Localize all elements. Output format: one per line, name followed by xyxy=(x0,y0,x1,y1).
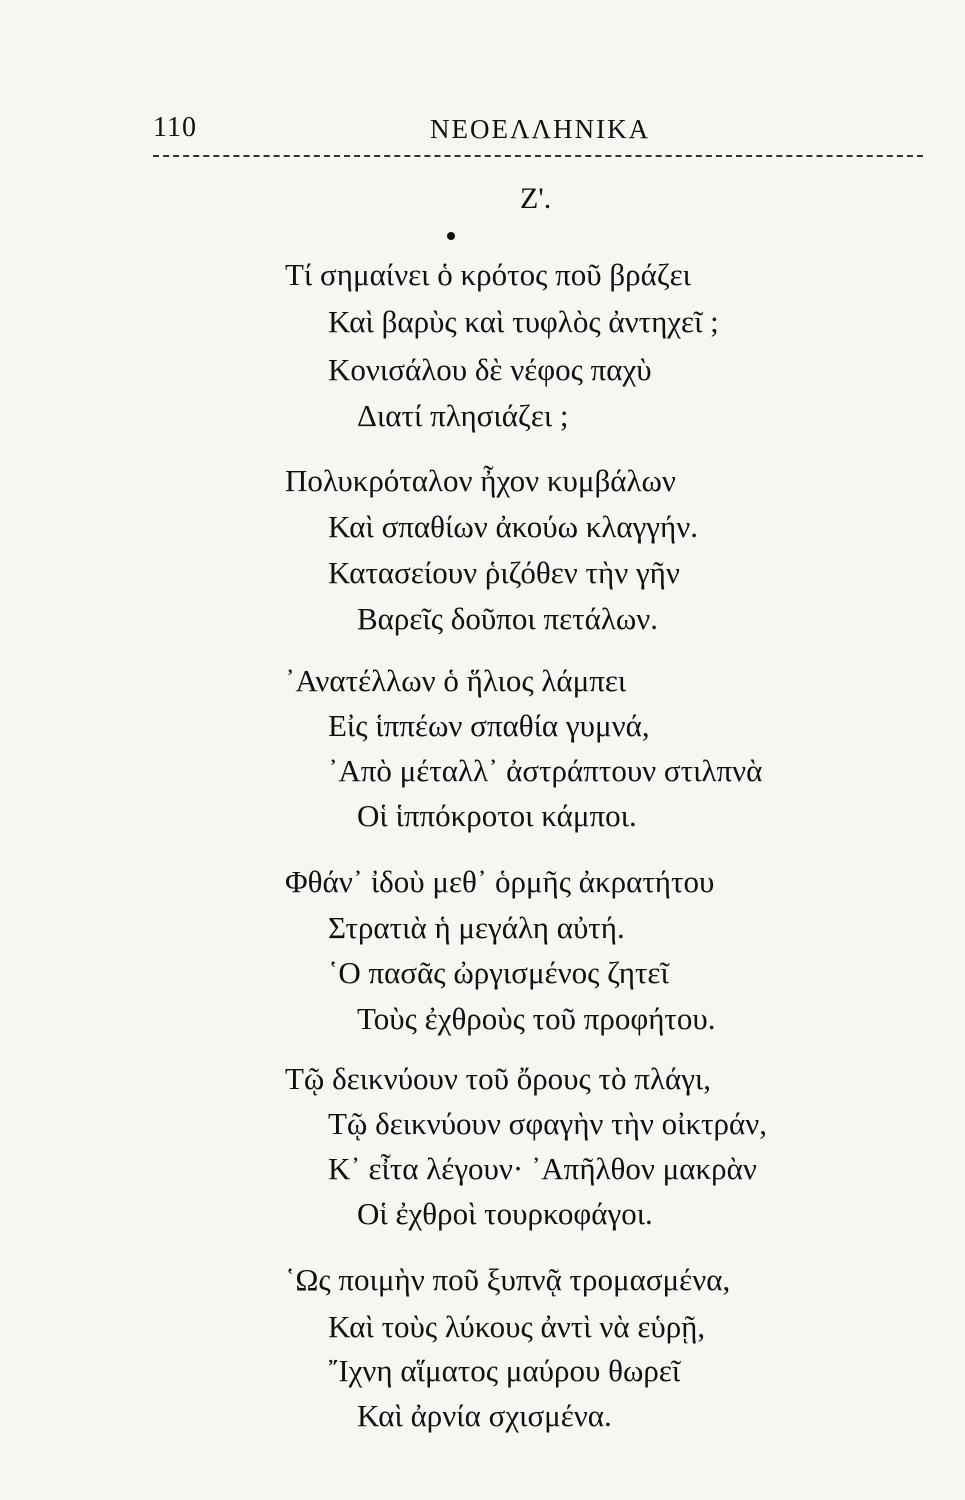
poem-line: Καὶ ἀρνία σχισμένα. xyxy=(357,1398,612,1433)
poem-line: Διατί πλησιάζει ; xyxy=(357,398,569,433)
poem-line: ῾Ο πασᾶς ὠργισμένος ζητεῖ xyxy=(328,955,669,990)
poem-line: Κατασείουν ῥιζόθεν τὴν γῆν xyxy=(328,555,680,590)
ornament-dot xyxy=(447,232,455,240)
poem-line: Φθάν᾿ ἰδοὺ μεθ᾿ ὁρμῆς ἀκρατήτου xyxy=(285,864,715,899)
section-title: Ζ'. xyxy=(520,182,552,215)
poem-line: Εἰς ἱππέων σπαθία γυμνά, xyxy=(328,708,650,743)
poem-line: Πολυκρόταλον ἦχον κυμβάλων xyxy=(285,463,676,498)
poem-line: Καὶ βαρὺς καὶ τυφλὸς ἀντηχεῖ ; xyxy=(328,304,719,339)
poem-line: Τοὺς ἐχθροὺς τοῦ προφήτου. xyxy=(357,1001,716,1036)
poem-line: Τῷ δεικνύουν τοῦ ὄρους τὸ πλάγι, xyxy=(285,1061,711,1096)
page-header xyxy=(153,112,923,160)
poem-line: Καὶ σπαθίων ἀκούω κλαγγήν. xyxy=(328,509,698,544)
poem-line: Τῷ δεικνύουν σφαγὴν τὴν οἰκτράν, xyxy=(328,1106,768,1141)
poem-line: Οἱ ἐχθροὶ τουρκοφάγοι. xyxy=(357,1196,653,1231)
poem-line: ῎Ιχνη αἵματος μαύρου θωρεῖ xyxy=(328,1353,681,1388)
running-title: ΝΕΟΕΛΛΗΝΙΚΑ xyxy=(430,114,651,144)
poem-line: ᾿Απὸ μέταλλ᾿ ἀστράπτουν στιλπνὰ xyxy=(328,753,763,788)
poem-line: Βαρεῖς δοῦποι πετάλων. xyxy=(357,601,659,636)
header-rule xyxy=(153,155,923,157)
page-number: 110 xyxy=(153,112,197,143)
poem-line: Οἱ ἱππόκροτοι κάμποι. xyxy=(357,798,637,833)
poem-line: ᾿Ανατέλλων ὁ ἥλιος λάμπει xyxy=(285,663,627,698)
poem-line: Στρατιὰ ἡ μεγάλη αὐτή. xyxy=(328,910,625,945)
poem-line: Κ᾿ εἶτα λέγουν· ᾿Απῆλθον μακρὰν xyxy=(328,1151,757,1186)
poem-line: Κονισάλου δὲ νέφος παχὺ xyxy=(328,352,652,387)
poem-line: ῾Ως ποιμὴν ποῦ ξυπνᾷ τρομασμένα, xyxy=(285,1262,731,1297)
poem-line: Καὶ τοὺς λύκους ἀντὶ νὰ εὑρῇ, xyxy=(328,1309,706,1344)
poem-line: Τί σημαίνει ὁ κρότος ποῦ βράζει xyxy=(285,257,692,292)
